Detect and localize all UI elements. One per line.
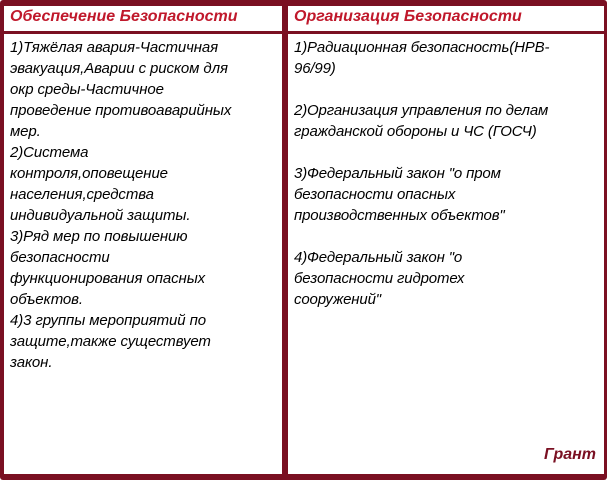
left-column-body bbox=[4, 34, 282, 474]
left-column-title: Обеспечение Безопасности bbox=[10, 8, 238, 25]
left-column-header bbox=[4, 6, 282, 31]
right-column-body bbox=[288, 34, 604, 474]
left-column bbox=[4, 0, 282, 480]
right-column-text: 1)Радиационная безопасность(НРВ- 96/99) 2)Организация управления по делам гражданской обороны и ЧС (ГОСЧ) 3)Федеральный закон "о пром безопасности опасных производственных объектов" 4)Федеральный закон "о безопасности гидротех сооружений" bbox=[294, 39, 550, 308]
right-column-title: Организация Безопасности bbox=[294, 8, 522, 25]
left-column-text: 1)Тяжёлая авария-Частичная эвакуация,Аварии с риском для окр среды-Частичное проведение противоаварийных мер. 2)Система контроля,оповещение населения,средства индивидуальной защиты. 3)Ряд мер по повышению безопасности функционирования опасных объектов. 4)3 группы мероприятий по защите,также существует закон. bbox=[10, 39, 232, 371]
right-column-header bbox=[288, 6, 604, 31]
right-column bbox=[288, 0, 604, 480]
signature: Грант bbox=[544, 446, 596, 463]
